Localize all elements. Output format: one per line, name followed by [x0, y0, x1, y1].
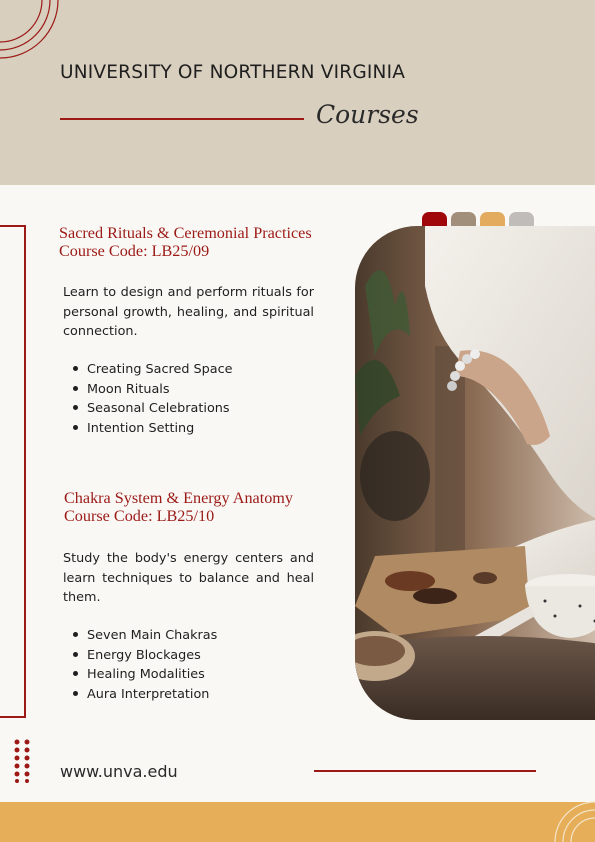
page-subtitle: Courses [316, 100, 419, 129]
decorative-arcs-bottom-right [550, 800, 595, 842]
page-title: UNIVERSITY OF NORTHERN VIRGINIA [60, 62, 406, 83]
course-name: Chakra System & Energy Anatomy [64, 489, 293, 507]
list-item: Seven Main Chakras [73, 626, 217, 646]
list-item: Energy Blockages [73, 646, 217, 666]
footer-band [0, 802, 595, 842]
course-description: Study the body's energy centers and learn techniques to balance and heal them. [63, 551, 314, 605]
topic-list [73, 626, 217, 705]
header-band [0, 0, 595, 185]
ritual-illustration [355, 226, 595, 720]
list-item: Intention Setting [73, 419, 233, 439]
topic-list [73, 360, 233, 439]
footer-rule [314, 770, 536, 772]
course-name: Sacred Rituals & Ceremonial Practices [59, 224, 312, 242]
list-item: Aura Interpretation [73, 685, 217, 705]
course-code: Course Code: LB25/10 [64, 507, 215, 525]
course-title [64, 489, 293, 525]
course-title [59, 224, 312, 260]
decorative-dots [14, 739, 30, 783]
ritual-photo [355, 226, 595, 720]
list-item: Healing Modalities [73, 665, 217, 685]
course-description: Learn to design and perform rituals for personal growth, healing, and spiritual connection. [63, 285, 314, 339]
decorative-arcs-top-left [0, 0, 70, 60]
website-link[interactable]: www.unva.edu [60, 762, 178, 781]
header-rule [60, 118, 304, 120]
course-code: Course Code: LB25/09 [59, 242, 210, 260]
list-item: Creating Sacred Space [73, 360, 233, 380]
left-bracket-frame [0, 225, 26, 718]
list-item: Seasonal Celebrations [73, 399, 233, 419]
list-item: Moon Rituals [73, 380, 233, 400]
